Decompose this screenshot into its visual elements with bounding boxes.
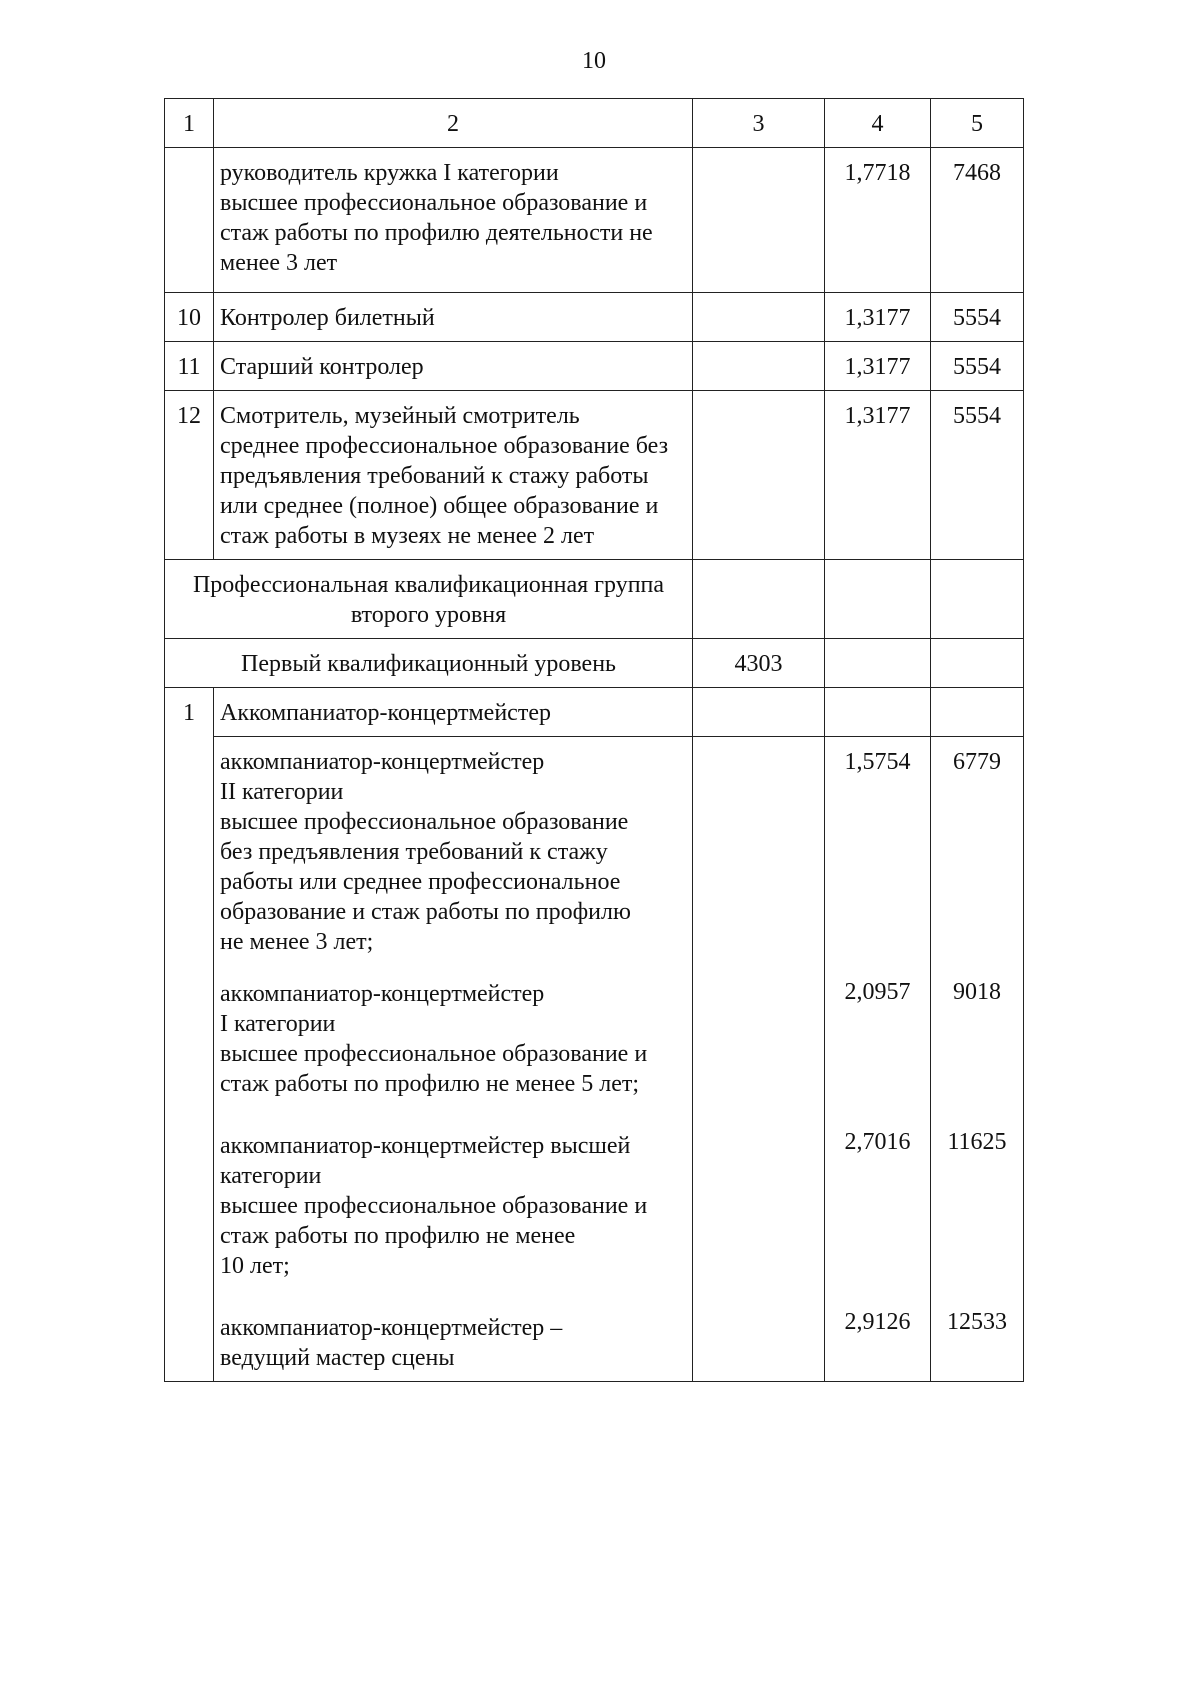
empty-cell (931, 688, 1024, 737)
category-salary: 11625 (947, 1129, 1007, 1155)
qualification-level-row (165, 639, 1024, 688)
column-header-1: 1 (165, 99, 214, 148)
empty-cell (825, 560, 931, 639)
column-header-3: 3 (693, 99, 825, 148)
category-salaries (931, 737, 1024, 1382)
table-row (165, 342, 1024, 391)
category-salary: 12533 (947, 1309, 1007, 1335)
category-coefficients (825, 737, 931, 1382)
category-salary: 6779 (953, 749, 1001, 775)
row-base-salary (693, 293, 825, 342)
table-row (165, 148, 1024, 293)
qualification-table (164, 98, 1024, 1382)
row-number: 1 (165, 688, 214, 1382)
row-coefficient: 1,3177 (825, 391, 931, 560)
column-header-2: 2 (214, 99, 693, 148)
empty-cell (693, 688, 825, 737)
row-number (165, 148, 214, 293)
category-description: аккомпаниатор-концертмейстер I категории высшее профессиональное образование и стаж работы по профилю не менее 5 лет; (220, 981, 648, 1097)
row-base-salary (693, 342, 825, 391)
row-coefficient: 1,3177 (825, 342, 931, 391)
position-title: Аккомпаниатор-концертмейстер (214, 688, 693, 737)
group-heading: Профессиональная квалификационная группа второго уровня (165, 560, 693, 639)
row-coefficient: 1,7718 (825, 148, 931, 293)
row-salary: 5554 (931, 342, 1024, 391)
row-description: Контролер билетный (214, 293, 693, 342)
column-header-4: 4 (825, 99, 931, 148)
empty-cell (825, 688, 931, 737)
row-salary: 5554 (931, 293, 1024, 342)
column-header-5: 5 (931, 99, 1024, 148)
category-coefficient: 2,0957 (844, 979, 911, 1005)
row-description: руководитель кружка I категории высшее профессиональное образование и стаж работы по профилю деятельности не менее 3 лет (214, 148, 693, 293)
column-number-row (165, 99, 1024, 148)
category-description: аккомпаниатор-концертмейстер II категории высшее профессиональное образование без предъявления требований к стажу работы или среднее профессиональное образование и стаж работы по профилю не менее 3 лет; (220, 749, 631, 955)
row-base-salary (693, 148, 825, 293)
category-description: аккомпаниатор-концертмейстер – ведущий мастер сцены (220, 1315, 563, 1371)
row-coefficient: 1,3177 (825, 293, 931, 342)
row-description: Старший контролер (214, 342, 693, 391)
table-row (165, 391, 1024, 560)
category-coefficient: 2,9126 (844, 1309, 911, 1335)
empty-cell (931, 560, 1024, 639)
category-salary: 9018 (953, 979, 1001, 1005)
category-descriptions (214, 737, 693, 1382)
row-number: 12 (165, 391, 214, 560)
category-group-row (165, 737, 1024, 1382)
row-number: 10 (165, 293, 214, 342)
category-coefficient: 2,7016 (844, 1129, 911, 1155)
table-row (165, 293, 1024, 342)
position-row (165, 688, 1024, 737)
row-salary: 7468 (931, 148, 1024, 293)
empty-cell (931, 639, 1024, 688)
qualification-level-base-salary: 4303 (693, 639, 825, 688)
empty-cell (825, 639, 931, 688)
row-base-salary (693, 391, 825, 560)
row-salary: 5554 (931, 391, 1024, 560)
row-number: 11 (165, 342, 214, 391)
category-description: аккомпаниатор-концертмейстер высшей категории высшее профессиональное образование и стаж работы по профилю не менее 10 лет; (220, 1133, 648, 1279)
qualification-level-label: Первый квалификационный уровень (165, 639, 693, 688)
page-number: 10 (582, 48, 606, 74)
empty-cell (693, 737, 825, 1382)
group-heading-row (165, 560, 1024, 639)
empty-cell (693, 560, 825, 639)
category-coefficient: 1,5754 (844, 749, 911, 775)
row-description: Смотритель, музейный смотритель среднее профессиональное образование без предъявления требований к стажу работы или среднее (полное) общее образование и стаж работы в музеях не менее 2 лет (214, 391, 693, 560)
